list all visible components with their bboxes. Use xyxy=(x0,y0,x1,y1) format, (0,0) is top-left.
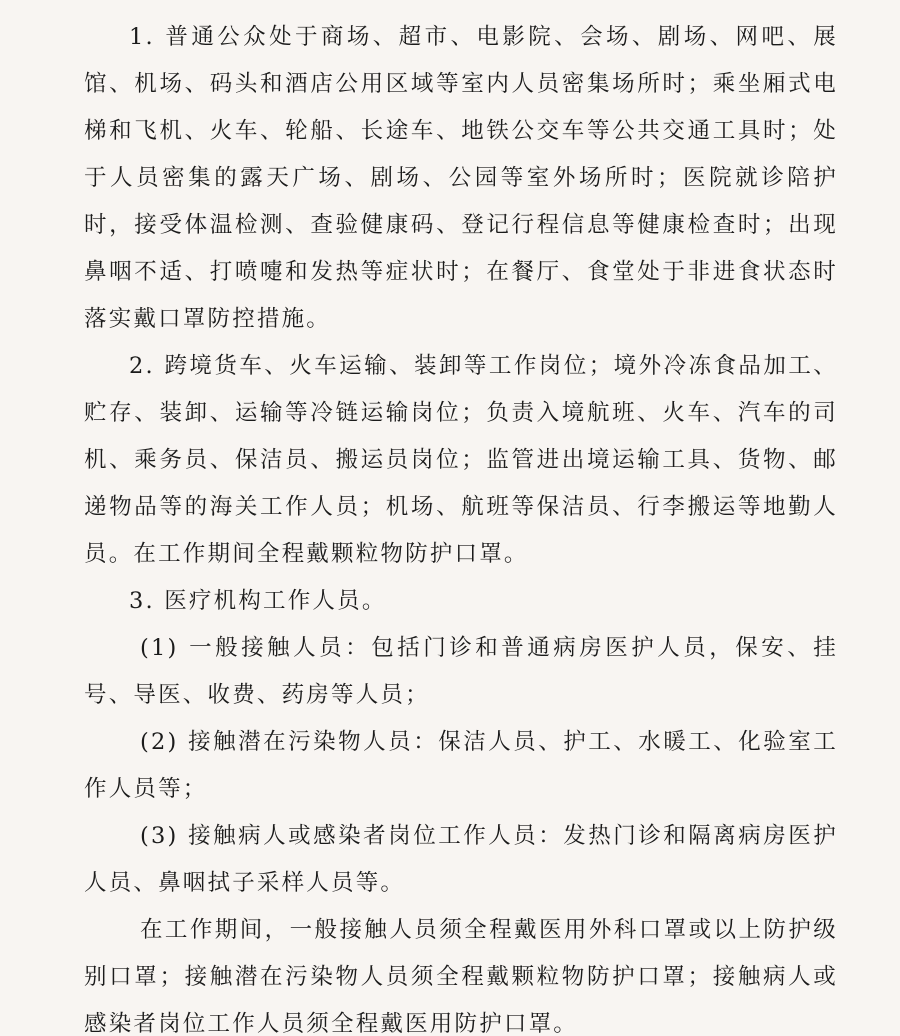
paragraph-3-2-contaminant-contact: (2) 接触潜在污染物人员：保洁人员、护工、水暖工、化验室工作人员等； xyxy=(84,729,838,802)
paragraph-1-public: 1. 普通公众处于商场、超市、电影院、会场、剧场、网吧、展馆、机场、码头和酒店公用区域等室内人员密集场所时；乘坐厢式电梯和飞机、火车、轮船、长途车、地铁公交车等公共交通工具时；处于人员密集的露天广场、剧场、公园等室外场所时；医院就诊陪护时，接受体温检测、查验健康码、登记行程信息等健康检查时；出现鼻咽不适、打喷嚏和发热等症状时；在餐厅、食堂处于非进食状态时落实戴口罩防控措施。 xyxy=(84,24,838,332)
paragraph-mask-requirements: 在工作期间，一般接触人员须全程戴医用外科口罩或以上防护级别口罩；接触潜在污染物人员须全程戴颗粒物防护口罩；接触病人或感染者岗位工作人员须全程戴医用防护口罩。 xyxy=(84,917,838,1036)
paragraph-2-cross-border: 2. 跨境货车、火车运输、装卸等工作岗位；境外冷冻食品加工、贮存、装卸、运输等冷链运输岗位；负责入境航班、火车、汽车的司机、乘务员、保洁员、搬运员岗位；监管进出境运输工具、货物、邮递物品等的海关工作人员；机场、航班等保洁员、行李搬运等地勤人员。在工作期间全程戴颗粒物防护口罩。 xyxy=(84,353,838,567)
paragraph-3-1-general-contact: (1) 一般接触人员：包括门诊和普通病房医护人员，保安、挂号、导医、收费、药房等人员； xyxy=(84,635,838,708)
paragraph-3-medical-heading: 3. 医疗机构工作人员。 xyxy=(129,588,387,614)
paragraph-3-3-patient-contact: (3) 接触病人或感染者岗位工作人员：发热门诊和隔离病房医护人员、鼻咽拭子采样人员等。 xyxy=(84,823,838,896)
